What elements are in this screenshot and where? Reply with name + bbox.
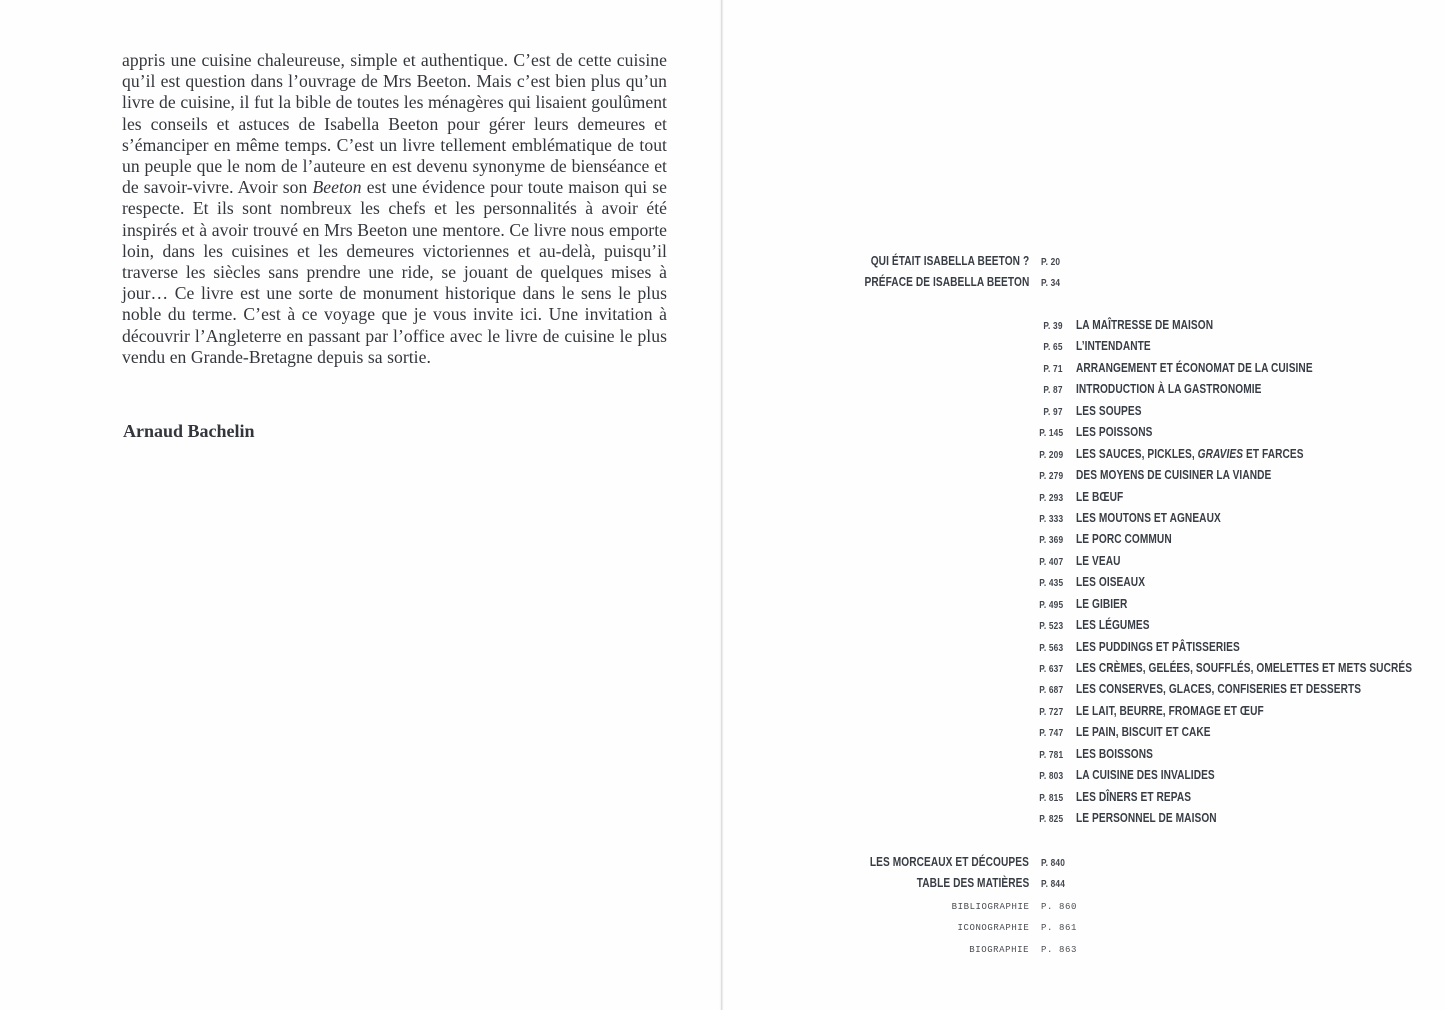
- right-page-table-of-contents: [722, 0, 1445, 1010]
- toc-entry: [722, 872, 1445, 893]
- toc-entry-label: ICONOGRAPHIE: [957, 922, 1029, 934]
- toc-entry-page-number: P. 861: [1041, 922, 1077, 934]
- chapter-page-number: P. 803: [1038, 771, 1063, 783]
- chapter-title: LE PERSONNEL DE MAISON: [1076, 810, 1217, 826]
- toc-back-matter: [722, 851, 1445, 958]
- chapter-title: LES CRÈMES, GELÉES, SOUFFLÉS, OMELETTES ET METS SUCRÉS: [1076, 660, 1413, 675]
- toc-chapter-row: [722, 400, 1445, 421]
- chapter-title: LE GIBIER: [1076, 595, 1128, 611]
- chapter-page-number: P. 825: [1038, 814, 1063, 826]
- chapter-title: LES SAUCES, PICKLES, GRAVIES ET FARCES: [1076, 445, 1304, 461]
- toc-entry: [722, 271, 1445, 292]
- toc-entry-page-number: P. 844: [1041, 879, 1066, 891]
- toc-chapter-row: [722, 421, 1445, 442]
- chapter-page-number: P. 637: [1038, 664, 1063, 675]
- toc-chapter-row: [722, 614, 1445, 635]
- chapter-title: LES CONSERVES, GLACES, CONFISERIES ET DESSERTS: [1076, 681, 1362, 697]
- toc-entry-label: TABLE DES MATIÈRES: [916, 875, 1029, 891]
- chapter-page-number: P. 687: [1038, 685, 1063, 697]
- toc-chapter-row: [722, 786, 1445, 807]
- toc-chapter-row: [722, 314, 1445, 335]
- toc-entry-label: PRÉFACE DE ISABELLA BEETON: [864, 274, 1029, 290]
- chapter-title: LE PORC COMMUN: [1076, 531, 1172, 547]
- toc-chapter-row: [722, 443, 1445, 464]
- toc-chapter-row: [722, 593, 1445, 614]
- chapter-title: LES SOUPES: [1076, 402, 1142, 418]
- chapter-title: LES PUDDINGS ET PÂTISSERIES: [1076, 638, 1240, 654]
- toc-chapter-row: [722, 571, 1445, 592]
- chapter-title: INTRODUCTION À LA GASTRONOMIE: [1076, 381, 1262, 397]
- chapter-title: LES DÎNERS ET REPAS: [1076, 788, 1192, 804]
- toc-entry-page-number: P. 860: [1041, 900, 1077, 912]
- toc-chapter-row: [722, 700, 1445, 721]
- toc-chapter-row: [722, 657, 1445, 678]
- chapter-page-number: P. 333: [1038, 513, 1063, 525]
- chapter-title: LES BOISSONS: [1076, 745, 1154, 761]
- chapter-page-number: P. 563: [1038, 642, 1063, 654]
- toc-entry-label: BIBLIOGRAPHIE: [951, 900, 1029, 912]
- chapter-page-number: P. 39: [1043, 321, 1063, 332]
- toc-entry: [722, 894, 1445, 915]
- toc-chapter-row: [722, 550, 1445, 571]
- chapter-page-number: P. 815: [1038, 792, 1063, 804]
- chapter-page-number: P. 87: [1043, 385, 1063, 397]
- chapter-title: LES OISEAUX: [1076, 574, 1146, 590]
- toc-front-matter: [722, 250, 1445, 293]
- toc-chapter-row: [722, 636, 1445, 657]
- chapter-title: ARRANGEMENT ET ÉCONOMAT DE LA CUISINE: [1076, 359, 1313, 375]
- toc-entry: [722, 250, 1445, 271]
- toc-chapter-row: [722, 507, 1445, 528]
- chapter-title: DES MOYENS DE CUISINER LA VIANDE: [1076, 467, 1272, 483]
- chapter-title: LE VEAU: [1076, 552, 1121, 568]
- chapter-page-number: P. 727: [1038, 706, 1063, 718]
- toc-entry: [722, 915, 1445, 936]
- toc-chapter-row: [722, 528, 1445, 549]
- toc-chapter-row: [722, 357, 1445, 378]
- toc-chapter-row: [722, 486, 1445, 507]
- toc-chapter-row: [722, 764, 1445, 785]
- author-name: Arnaud Bachelin: [123, 421, 255, 441]
- chapter-title: LA CUISINE DES INVALIDES: [1076, 767, 1215, 783]
- chapter-page-number: P. 495: [1038, 599, 1063, 611]
- chapter-title: LES MOUTONS ET AGNEAUX: [1076, 509, 1221, 525]
- toc-entry: [722, 937, 1445, 958]
- chapter-page-number: P. 369: [1038, 535, 1063, 547]
- chapter-page-number: P. 781: [1038, 749, 1063, 761]
- toc-entry-page-number: P. 34: [1041, 278, 1061, 290]
- toc-entry-page-number: P. 863: [1041, 943, 1077, 955]
- toc-chapter-row: [722, 678, 1445, 699]
- toc-chapter-row: [722, 335, 1445, 356]
- chapter-page-number: P. 65: [1043, 342, 1063, 354]
- chapter-page-number: P. 293: [1038, 492, 1063, 504]
- chapter-page-number: P. 97: [1043, 406, 1063, 418]
- toc-chapter-row: [722, 721, 1445, 742]
- toc-entry-page-number: P. 20: [1041, 257, 1061, 268]
- chapter-title: LE BŒUF: [1076, 488, 1124, 504]
- toc-entry-label: BIOGRAPHIE: [969, 943, 1029, 955]
- toc-entry-label: QUI ÉTAIT ISABELLA BEETON ?: [870, 253, 1029, 268]
- toc-chapter-row: [722, 807, 1445, 828]
- toc-chapter-row: [722, 378, 1445, 399]
- chapter-title: L’INTENDANTE: [1076, 338, 1151, 354]
- intro-paragraph: appris une cuisine chaleureuse, simple et authentique. C’est de cette cuisine qu’il est question dans l’ouvrage de Mrs Beeton. Mais c’est bien plus qu’un livre de cuisine, il fut la bible de toutes les ménagères qui lisaient goulûment les conseils et astuces de Isabella Beeton pour gérer leurs demeures et s’émanciper en même temps. C’est un livre tellement emblématique de tout un peuple que le nom de l’auteure en est devenu synonyme de bienséance et de savoir-vivre. Avoir son Beeton est une évidence pour toute maison qui se respecte. Et ils sont nombreux les chefs et les personnalités à avoir été inspirés et à avoir trouvé en Mrs Beeton une mentore. Ce livre nous emporte loin, dans les cuisines et les demeures victoriennes et au-delà, puisqu’il traverse les siècles sans prendre une ride, se jouant de quelques mises à jour… Ce livre est une sorte de monument historique dans le sens le plus noble du terme. C’est à ce voyage que je vous invite ici. Une invitation à découvrir l’Angleterre en passant par l’office avec le livre de cuisine le plus vendu en Grande-Bretagne depuis sa sortie.: [122, 50, 668, 367]
- toc-chapter-list: [722, 314, 1445, 829]
- chapter-page-number: P. 71: [1043, 363, 1063, 375]
- chapter-page-number: P. 523: [1038, 621, 1063, 633]
- toc-chapter-row: [722, 743, 1445, 764]
- toc-entry-label: LES MORCEAUX ET DÉCOUPES: [869, 854, 1029, 869]
- chapter-page-number: P. 209: [1038, 449, 1063, 461]
- toc-entry: [722, 851, 1445, 872]
- chapter-title: LA MAÎTRESSE DE MAISON: [1076, 317, 1214, 332]
- chapter-page-number: P. 747: [1038, 728, 1063, 740]
- chapter-page-number: P. 435: [1038, 578, 1063, 590]
- chapter-page-number: P. 145: [1038, 428, 1063, 440]
- chapter-title: LE PAIN, BISCUIT ET CAKE: [1076, 724, 1211, 740]
- chapter-title: LES POISSONS: [1076, 424, 1153, 440]
- chapter-page-number: P. 407: [1038, 556, 1063, 568]
- toc-chapter-row: [722, 464, 1445, 485]
- chapter-title: LES LÉGUMES: [1076, 617, 1150, 633]
- chapter-title: LE LAIT, BEURRE, FROMAGE ET ŒUF: [1076, 702, 1264, 718]
- left-page: [0, 0, 720, 1010]
- toc-entry-page-number: P. 840: [1041, 858, 1066, 869]
- chapter-page-number: P. 279: [1038, 471, 1063, 483]
